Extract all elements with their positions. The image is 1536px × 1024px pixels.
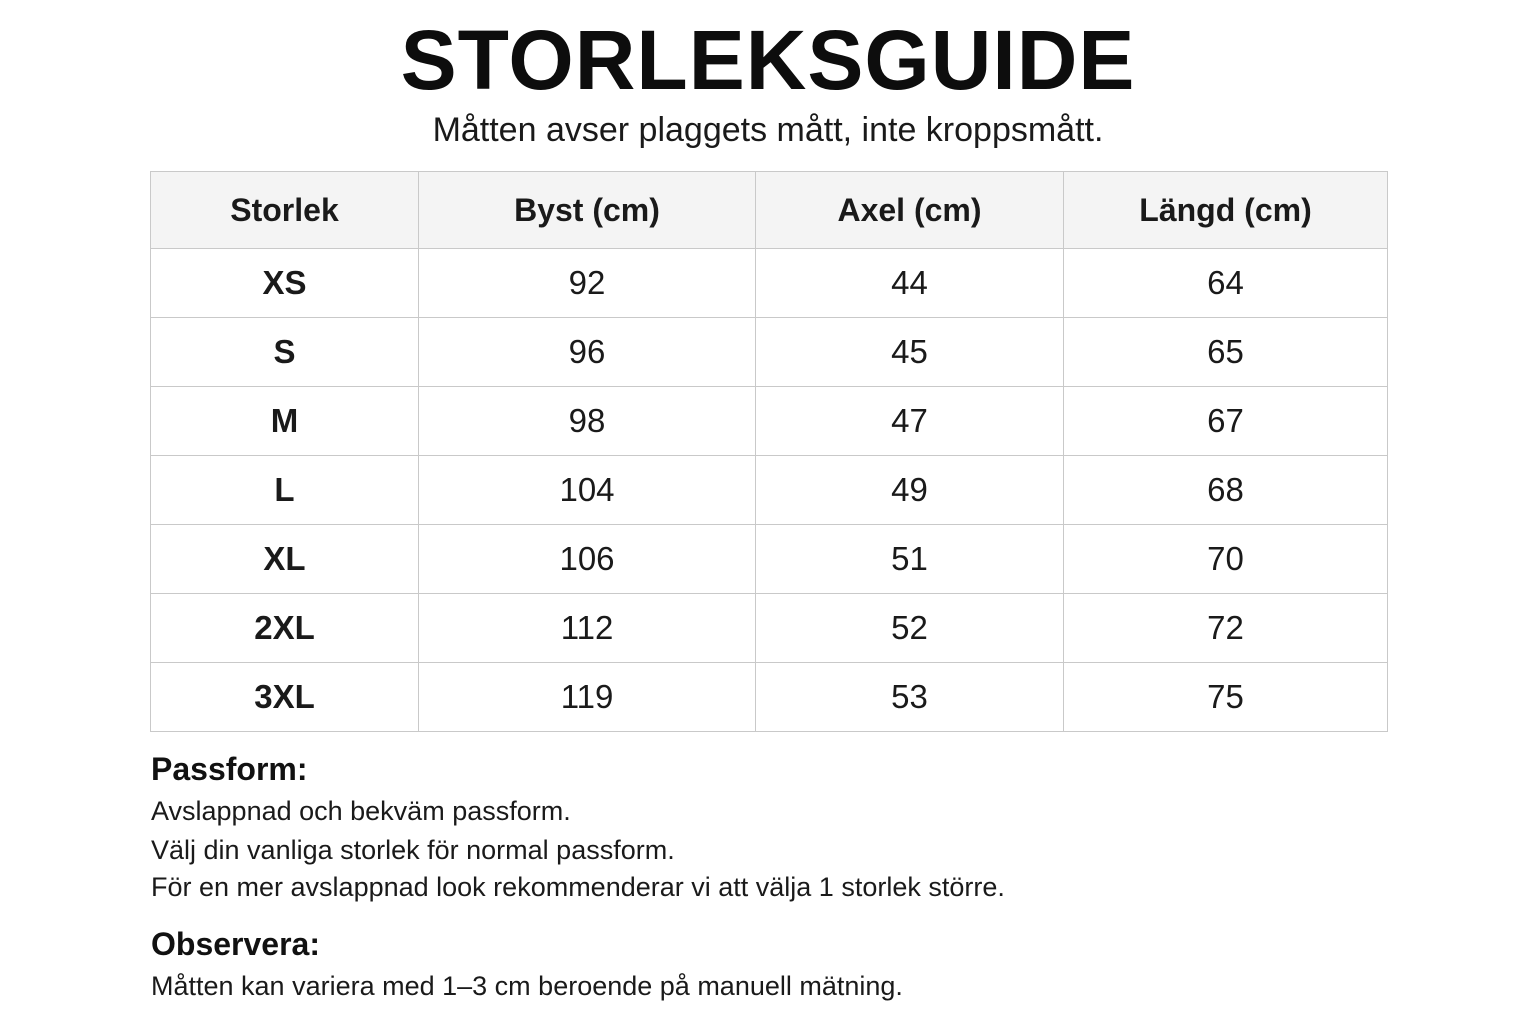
fit-line: För en mer avslappnad look rekommenderar vi att välja 1 storlek större.: [151, 872, 1005, 902]
table-row: [151, 387, 1388, 456]
table-row: [151, 456, 1388, 525]
table-row: [151, 249, 1388, 318]
table-header-row: [151, 172, 1388, 249]
length-cell: 64: [1064, 249, 1388, 318]
size-cell: XL: [151, 525, 419, 594]
fit-line: Avslappnad och bekväm passform.: [151, 796, 571, 826]
note-heading: Observera:: [151, 926, 320, 962]
size-cell: 2XL: [151, 594, 419, 663]
shoulder-cell: 47: [756, 387, 1064, 456]
length-cell: 68: [1064, 456, 1388, 525]
bust-cell: 98: [419, 387, 756, 456]
bust-cell: 96: [419, 318, 756, 387]
shoulder-cell: 52: [756, 594, 1064, 663]
page-title: STORLEKSGUIDE: [400, 13, 1136, 107]
table-row: [151, 594, 1388, 663]
page-subtitle: Måtten avser plaggets mått, inte kroppsmått.: [432, 111, 1104, 149]
length-cell: 65: [1064, 318, 1388, 387]
column-header-length: Längd (cm): [1064, 172, 1388, 249]
bust-cell: 112: [419, 594, 756, 663]
bust-cell: 119: [419, 663, 756, 732]
column-header-shoulder: Axel (cm): [756, 172, 1064, 249]
shoulder-cell: 45: [756, 318, 1064, 387]
size-cell: M: [151, 387, 419, 456]
fit-heading: Passform:: [151, 751, 308, 787]
table-row: [151, 318, 1388, 387]
column-header-size: Storlek: [151, 172, 419, 249]
fit-line: Välj din vanliga storlek för normal passform.: [151, 835, 675, 865]
length-cell: 67: [1064, 387, 1388, 456]
length-cell: 75: [1064, 663, 1388, 732]
size-table: [150, 171, 1388, 732]
size-cell: 3XL: [151, 663, 419, 732]
shoulder-cell: 53: [756, 663, 1064, 732]
shoulder-cell: 49: [756, 456, 1064, 525]
bust-cell: 92: [419, 249, 756, 318]
note-line: Måtten kan variera med 1–3 cm beroende på manuell mätning.: [151, 971, 903, 1001]
bust-cell: 104: [419, 456, 756, 525]
length-cell: 72: [1064, 594, 1388, 663]
size-cell: S: [151, 318, 419, 387]
size-cell: XS: [151, 249, 419, 318]
table-row: [151, 525, 1388, 594]
bust-cell: 106: [419, 525, 756, 594]
table-row: [151, 663, 1388, 732]
length-cell: 70: [1064, 525, 1388, 594]
shoulder-cell: 44: [756, 249, 1064, 318]
size-cell: L: [151, 456, 419, 525]
column-header-bust: Byst (cm): [419, 172, 756, 249]
shoulder-cell: 51: [756, 525, 1064, 594]
